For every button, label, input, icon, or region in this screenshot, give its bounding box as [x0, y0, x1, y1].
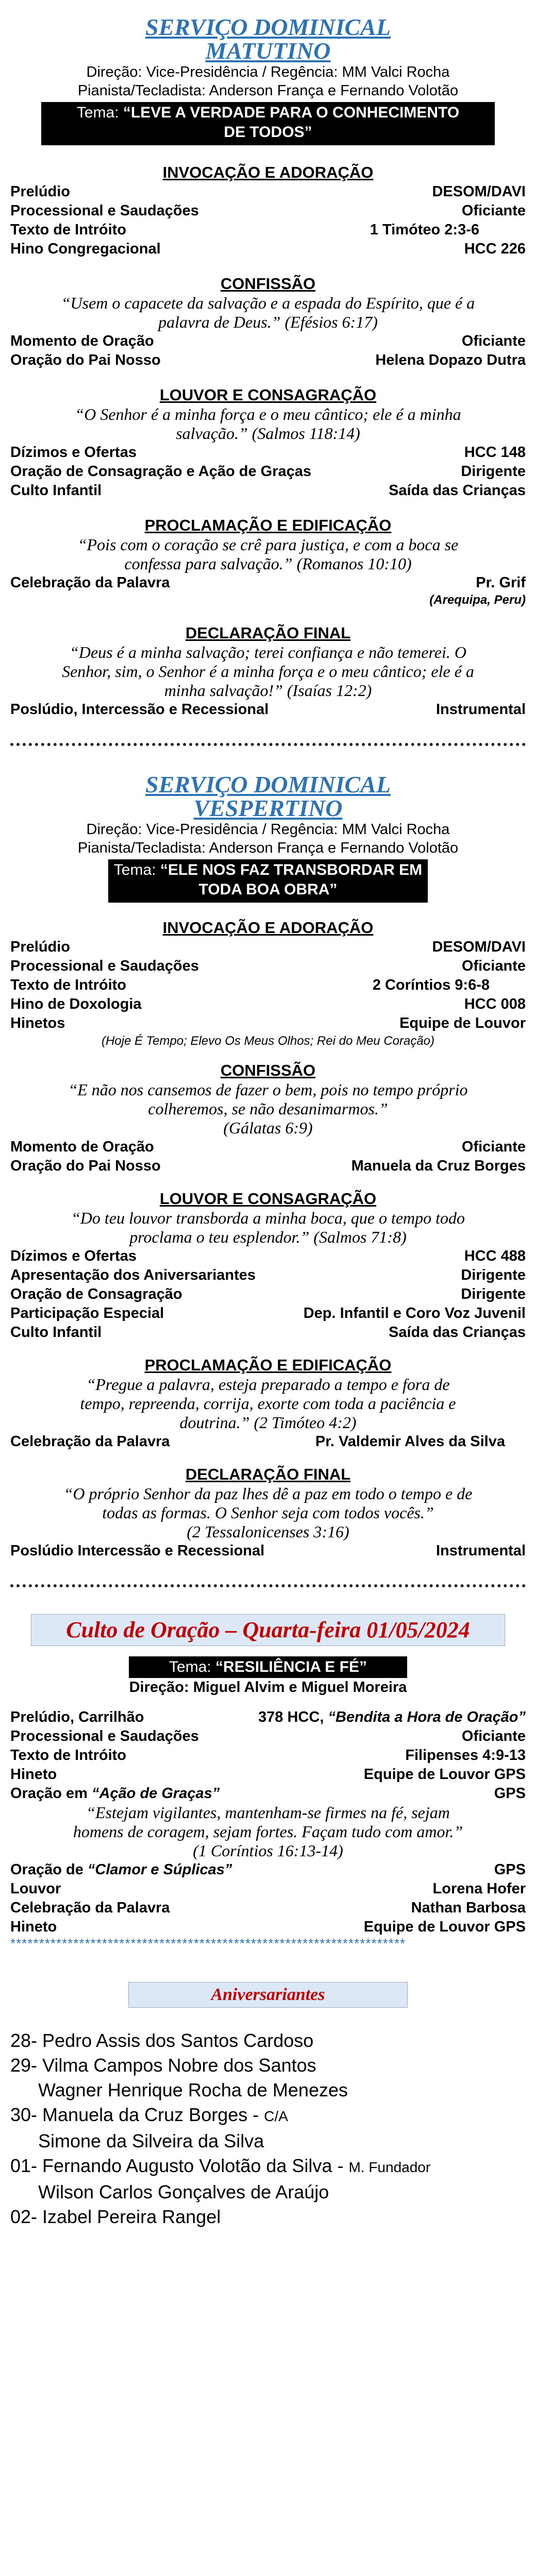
row-label: Processional e Saudações — [10, 958, 199, 974]
program-row — [10, 1432, 526, 1451]
quote-line: (Gálatas 6:9) — [223, 1118, 313, 1137]
birthday-name: 01- Fernando Augusto Volotão da Silva - — [10, 2155, 349, 2176]
quote-line: “Pregue a palavra, esteja preparado a tempo e fora de — [86, 1375, 450, 1394]
birthday-item — [10, 2053, 526, 2078]
row-value: HCC 148 — [464, 444, 526, 461]
row-value: 1 Timóteo 2:3-6 — [370, 222, 479, 238]
row-value: 2 Coríntios 9:6-8 — [372, 977, 490, 993]
birthday-name: 28- Pedro Assis dos Santos Cardoso — [10, 2030, 314, 2051]
morning-confissao-quote — [10, 294, 526, 332]
morning-invocacao-rows — [10, 182, 526, 259]
birthdays-list — [10, 2028, 526, 2229]
row-label: Oração do Pai Nosso — [10, 352, 161, 368]
birthday-name: 02- Izabel Pereira Rangel — [10, 2206, 221, 2227]
bulletin-page — [10, 0, 526, 2229]
quote-line: “O Senhor é a minha força e o meu cântico; ele é a minha — [75, 405, 461, 423]
row-label: Prelúdio — [10, 183, 71, 200]
row-value: Filipenses 4:9-13 — [405, 1747, 526, 1764]
quote-line: (1 Coríntios 16:13-14) — [193, 1841, 343, 1860]
birthday-mark: M. Fundador — [348, 2159, 431, 2175]
row-label: Oração de Consagração — [10, 1286, 182, 1302]
row-value: Saída das Crianças — [389, 1324, 526, 1341]
program-row — [10, 1285, 526, 1304]
row-value: Lorena Hofer — [432, 1880, 526, 1897]
row-label: Poslúdio Intercessão e Recessional — [10, 1543, 265, 1559]
hymn-title: “Bendita a Hora de Oração” — [328, 1709, 526, 1725]
birthday-item — [10, 2180, 526, 2205]
row-label-italic: “Ação de Graças” — [91, 1785, 220, 1802]
birthday-name: 30- Manuela da Cruz Borges - — [10, 2104, 264, 2125]
program-row — [10, 182, 526, 201]
evening-pianist: Pianista/Tecladista: Anderson França e Fernando Volotão — [77, 840, 459, 856]
row-value: GPS — [494, 1861, 526, 1878]
morning-proclamacao-heading: PROCLAMAÇÃO E EDIFICAÇÃO — [144, 516, 392, 534]
program-row — [10, 1541, 526, 1561]
morning-title — [10, 15, 526, 63]
row-label: Momento de Oração — [10, 333, 154, 349]
row-value: Helena Dopazo Dutra — [375, 352, 526, 368]
program-row — [10, 1323, 526, 1342]
quote-line: “Do teu louvor transborda a minha boca, que o tempo todo — [71, 1209, 465, 1227]
program-row — [10, 1784, 526, 1803]
program-row — [10, 938, 526, 957]
quote-line: “Estejam vigilantes, mantenham-se firmes na fé, sejam — [86, 1803, 450, 1822]
birthday-item — [10, 2103, 526, 2129]
morning-direction: Direção: Vice-Presidência / Regência: MM Valci Rocha — [86, 64, 450, 80]
row-label: Oração do Pai Nosso — [10, 1158, 161, 1174]
birthday-item — [10, 2129, 526, 2154]
row-value: Equipe de Louvor GPS — [363, 1766, 526, 1783]
row-label: Celebração da Palavra — [10, 1433, 170, 1450]
quote-line: (2 Tessalonicenses 3:16) — [187, 1522, 349, 1541]
row-value: Saída das Crianças — [389, 482, 526, 499]
row-label: Hino de Doxologia — [10, 996, 142, 1012]
theme-prefix: Tema: — [113, 861, 160, 878]
row-label: Hineto — [10, 1919, 57, 1935]
row-value: Dirigente — [461, 463, 526, 480]
program-row — [10, 1879, 526, 1899]
row-label: Celebração da Palavra — [10, 1900, 170, 1916]
row-label: Celebração da Palavra — [10, 574, 170, 591]
row-label-italic: “Clamor e Súplicas” — [87, 1861, 232, 1878]
row-label: Oração em — [10, 1785, 92, 1802]
row-label: Culto Infantil — [10, 1324, 102, 1341]
row-label: Momento de Oração — [10, 1139, 154, 1155]
birthday-mark: C/A — [264, 2108, 288, 2124]
theme-prefix: Tema: — [169, 1658, 216, 1675]
prayer-theme-box — [129, 1656, 407, 1678]
prayer-service-banner: Culto de Oração – Quarta-feira 01/05/2024 — [31, 1614, 505, 1646]
quote-line: palavra de Deus.” (Efésios 6:17) — [158, 313, 378, 331]
hinetos-list: (Hoje É Tempo; Elevo Os Meus Olhos; Rei do Meu Coração) — [101, 1034, 435, 1048]
preacher-location: (Arequipa, Peru) — [429, 593, 526, 607]
birthday-item — [10, 2028, 526, 2053]
row-value: DESOM/DAVI — [432, 183, 526, 200]
program-row — [10, 1860, 526, 1879]
program-row — [10, 995, 526, 1014]
theme-line1: “RESILIÊNCIA E FÉ” — [215, 1658, 367, 1675]
evening-confissao-quote — [10, 1080, 526, 1138]
evening-direction: Direção: Vice-Presidência / Regência: MM Valci Rocha — [86, 821, 450, 838]
row-value: HCC 226 — [464, 241, 526, 257]
row-label: Texto de Intróito — [10, 1747, 127, 1764]
program-row — [10, 1014, 526, 1033]
prayer-direction: Direção: Miguel Alvim e Miguel Moreira — [129, 1679, 407, 1696]
row-label: Dízimos e Ofertas — [10, 444, 137, 461]
morning-louvor-quote — [10, 405, 526, 443]
row-value: Manuela da Cruz Borges — [351, 1158, 526, 1174]
quote-line: confessa para salvação.” (Romanos 10:10) — [124, 554, 412, 573]
program-row — [10, 351, 526, 370]
quote-line: minha salvação!” (Isaías 12:2) — [164, 681, 372, 700]
row-value: GPS — [494, 1785, 526, 1802]
row-label: Hino Congregacional — [10, 241, 161, 257]
row-value: Dep. Infantil e Coro Voz Juvenil — [303, 1305, 526, 1321]
quote-line: “E não nos cansemos de fazer o bem, pois no tempo próprio — [68, 1080, 468, 1099]
program-row — [10, 1266, 526, 1285]
row-value: Pr. Grif — [476, 574, 526, 591]
prayer-quote — [10, 1803, 526, 1860]
program-row — [10, 240, 526, 259]
row-label: Processional e Saudações — [10, 1728, 199, 1744]
quote-line: homens de coragem, sejam fortes. Façam tudo com amor.” — [73, 1822, 463, 1841]
morning-louvor-heading: LOUVOR E CONSAGRAÇÃO — [159, 386, 377, 404]
morning-proclamacao-quote — [10, 535, 526, 573]
morning-title-line1: SERVIÇO DOMINICAL — [145, 14, 391, 40]
program-row — [10, 1304, 526, 1323]
program-row — [10, 1708, 526, 1727]
row-label: Texto de Intróito — [10, 222, 127, 238]
program-row — [10, 221, 526, 240]
row-value: Dirigente — [461, 1267, 526, 1283]
program-row — [10, 1247, 526, 1266]
evening-louvor-quote — [10, 1209, 526, 1247]
row-label: Hinetos — [10, 1015, 65, 1031]
birthday-name: Wagner Henrique Rocha de Menezes — [38, 2079, 348, 2100]
birthday-item — [10, 2205, 526, 2229]
row-value: Oficiante — [461, 1728, 526, 1744]
program-row — [10, 957, 526, 976]
row-value: Oficiante — [461, 333, 526, 349]
quote-line: “Usem o capacete da salvação e a espada do Espírito, que é a — [61, 294, 475, 312]
theme-prefix: Tema: — [76, 104, 123, 121]
row-label: Oração de — [10, 1861, 88, 1878]
evening-declaracao-quote — [10, 1484, 526, 1541]
row-label: Hineto — [10, 1766, 57, 1783]
star-divider: ********************************************************************* — [10, 1937, 406, 1950]
program-row — [10, 332, 526, 351]
quote-line: “Deus é a minha salvação; terei confiança e não temerei. O — [70, 643, 466, 662]
row-value: HCC 488 — [464, 1248, 526, 1264]
program-row — [10, 1727, 526, 1746]
program-row — [10, 1138, 526, 1157]
row-value: HCC 008 — [464, 996, 526, 1012]
theme-line2: DE TODOS” — [224, 124, 312, 141]
quote-line: todas as formas. O Senhor seja com todos vocês.” — [102, 1503, 434, 1522]
quote-line: Senhor, sim, o Senhor é a minha força e o meu cântico; ele é a — [62, 662, 474, 681]
evening-proclamacao-quote — [10, 1375, 526, 1432]
row-value: Oficiante — [461, 1139, 526, 1155]
row-value: Equipe de Louvor GPS — [363, 1919, 526, 1935]
quote-line: doutrina.” (2 Timóteo 4:2) — [179, 1413, 357, 1432]
row-value: Pr. Valdemir Alves da Silva — [315, 1433, 505, 1450]
program-row — [10, 1746, 526, 1765]
program-row — [10, 1918, 526, 1937]
program-row — [10, 443, 526, 462]
quote-line: “O próprio Senhor da paz lhes dê a paz em todo o tempo e de — [63, 1484, 473, 1503]
birthday-item — [10, 2154, 526, 2180]
program-row — [10, 1765, 526, 1784]
row-value: Dirigente — [461, 1286, 526, 1302]
quote-line: proclama o teu esplendor.” (Salmos 71:8) — [129, 1228, 407, 1246]
evening-title-line1: SERVIÇO DOMINICAL — [145, 771, 391, 798]
quote-line: tempo, repreenda, corrija, exorte com toda a paciência e — [80, 1394, 456, 1413]
program-row — [10, 976, 526, 995]
program-row — [10, 1899, 526, 1918]
evening-invocacao-heading: INVOCAÇÃO E ADORAÇÃO — [162, 919, 374, 937]
row-label: Poslúdio, Intercessão e Recessional — [10, 701, 269, 718]
birthday-name: 29- Vilma Campos Nobre dos Santos — [10, 2055, 316, 2076]
evening-proclamacao-heading: PROCLAMAÇÃO E EDIFICAÇÃO — [144, 1356, 392, 1374]
row-value: Oficiante — [461, 202, 526, 219]
row-value: Nathan Barbosa — [411, 1900, 526, 1916]
program-row — [10, 573, 526, 592]
morning-declaracao-heading: DECLARAÇÃO FINAL — [185, 624, 351, 642]
row-label: Texto de Intróito — [10, 977, 127, 993]
evening-title — [10, 773, 526, 820]
row-label: Louvor — [10, 1880, 61, 1897]
theme-line1: “ELE NOS FAZ TRANSBORDAR EM — [160, 861, 423, 878]
row-label: Culto Infantil — [10, 482, 102, 499]
row-value: Equipe de Louvor — [399, 1015, 526, 1031]
row-label: Participação Especial — [10, 1305, 164, 1321]
program-row — [10, 481, 526, 500]
row-value: DESOM/DAVI — [432, 939, 526, 955]
hymn-number: 378 HCC, — [258, 1709, 328, 1725]
morning-title-line2: MATUTINO — [205, 38, 331, 64]
row-label: Oração de Consagração e Ação de Graças — [10, 463, 312, 480]
evening-confissao-heading: CONFISSÃO — [220, 1061, 316, 1079]
evening-declaracao-heading: DECLARAÇÃO FINAL — [185, 1465, 351, 1483]
quote-line: colheremos, se não desanimarmos.” — [148, 1099, 388, 1118]
morning-invocacao-heading: INVOCAÇÃO E ADORAÇÃO — [162, 163, 374, 181]
program-row — [10, 700, 526, 719]
theme-line2: TODA BOA OBRA” — [198, 881, 338, 898]
morning-theme-box — [41, 102, 495, 145]
evening-louvor-heading: LOUVOR E CONSAGRAÇÃO — [159, 1190, 377, 1208]
birthday-name: Simone da Silveira da Silva — [38, 2130, 264, 2151]
row-label: Prelúdio, Carrilhão — [10, 1709, 144, 1725]
quote-line: salvação.” (Salmos 118:14) — [176, 424, 360, 443]
morning-declaracao-quote — [10, 643, 526, 700]
theme-line1: “LEVE A VERDADE PARA O CONHECIMENTO — [123, 104, 460, 121]
morning-pianist: Pianista/Tecladista: Anderson França e Fernando Volotão — [77, 82, 459, 99]
row-label: Processional e Saudações — [10, 202, 199, 219]
program-row — [10, 1157, 526, 1176]
row-value: Oficiante — [461, 958, 526, 974]
row-value: Instrumental — [435, 1543, 526, 1559]
morning-confissao-heading: CONFISSÃO — [220, 275, 316, 293]
evening-title-line2: VESPERTINO — [193, 795, 343, 821]
quote-line: “Pois com o coração se crê para justiça, e com a boca se — [77, 535, 459, 554]
row-label: Dízimos e Ofertas — [10, 1248, 137, 1264]
evening-theme-box — [108, 859, 428, 903]
birthday-item — [10, 2078, 526, 2103]
birthday-name: Wilson Carlos Gonçalves de Araújo — [38, 2181, 329, 2202]
row-label: Apresentação dos Aniversariantes — [10, 1267, 256, 1283]
row-label: Prelúdio — [10, 939, 71, 955]
program-row — [10, 462, 526, 481]
row-value: Instrumental — [435, 701, 526, 718]
birthdays-banner: Aniversariantes — [128, 1982, 408, 2008]
program-row — [10, 201, 526, 221]
